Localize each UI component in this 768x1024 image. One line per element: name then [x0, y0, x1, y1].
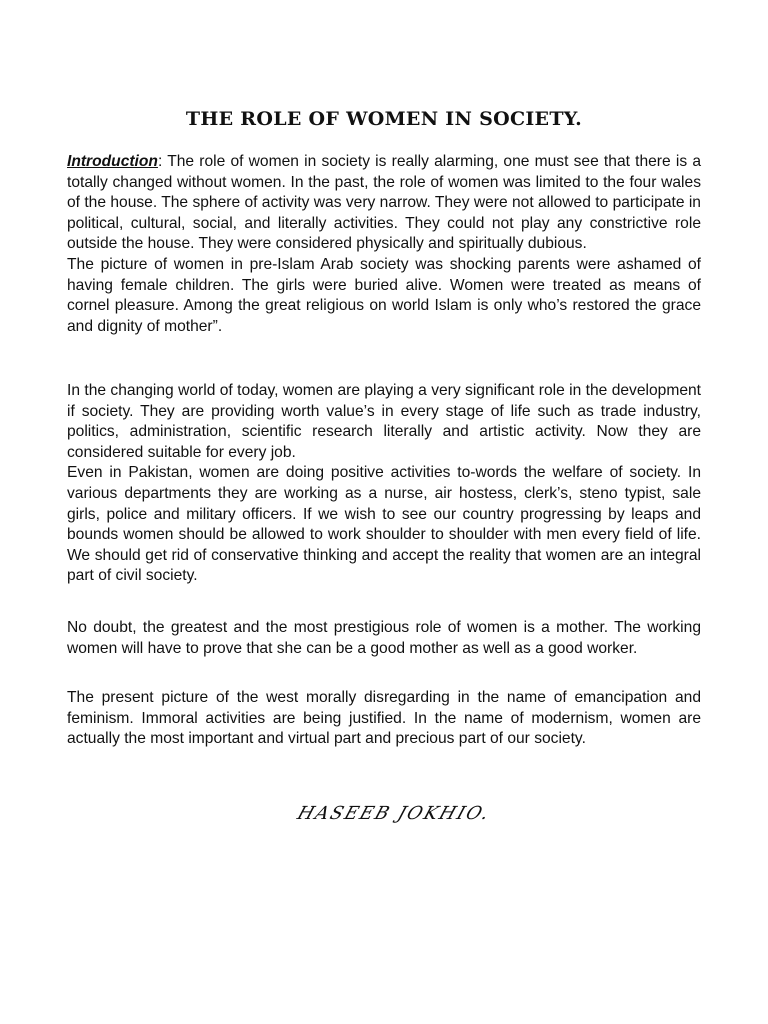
document-title: THE ROLE OF WOMEN IN SOCIETY. [185, 108, 583, 130]
intro-separator: : [157, 153, 163, 170]
paragraph-4: Even in Pakistan, women are doing positive activities to-words the welfare of society. In various departments they are working as a nurse, air hostess, clerk’s, steno typist, sale girls, police and military officers. If we wish to see our country progressing by leaps and bounds women should be allowed to work shoulder to shoulder with men every field of life. We should get rid of conservative thinking and accept the reality that women are an integral part of civil society. [67, 464, 701, 585]
section-modern-world [67, 381, 701, 587]
paragraph-1: The role of women in society is really alarming, one must see that there is a totally changed without women. In the past, the role of women was limited to the four wales of the house. The sphere of activity was very narrow. They were not allowed to participate in political, cultural, social, and literally activities. They could not play any constrictive role outside the house. They were considered physically and spiritually dubious. [67, 153, 701, 253]
paragraph-5: No doubt, the greatest and the most prestigious role of women is a mother. The working women will have to prove that she can be a good mother as well as a good worker. [67, 619, 701, 657]
paragraph-6: The present picture of the west morally disregarding in the name of emancipation and feminism. Immoral activities are being justified. In the name of modernism, women are actually the most important and virtual part and precious part of our society. [67, 689, 701, 748]
section-intro [67, 152, 701, 337]
intro-label: Introduction [67, 153, 158, 170]
author-signature [0, 803, 768, 824]
author-signature-text: HASEEB JOKHIO. [294, 803, 494, 824]
paragraph-3: In the changing world of today, women are playing a very significant role in the development if society. They are providing worth value’s in every stage of life such as trade industry, politics, administration, scientific research literally and artistic activity. Now they are considered suitable for every job. [67, 382, 701, 461]
paragraph-intro [67, 152, 701, 255]
section-mother [67, 618, 701, 659]
paragraph-2: The picture of women in pre-Islam Arab society was shocking parents were ashamed of having female children. The girls were buried alive. Women were treated as means of cornel pleasure. Among the great religious on world Islam is only who’s restored the grace and dignity of mother”. [67, 255, 701, 335]
section-west [67, 688, 701, 750]
